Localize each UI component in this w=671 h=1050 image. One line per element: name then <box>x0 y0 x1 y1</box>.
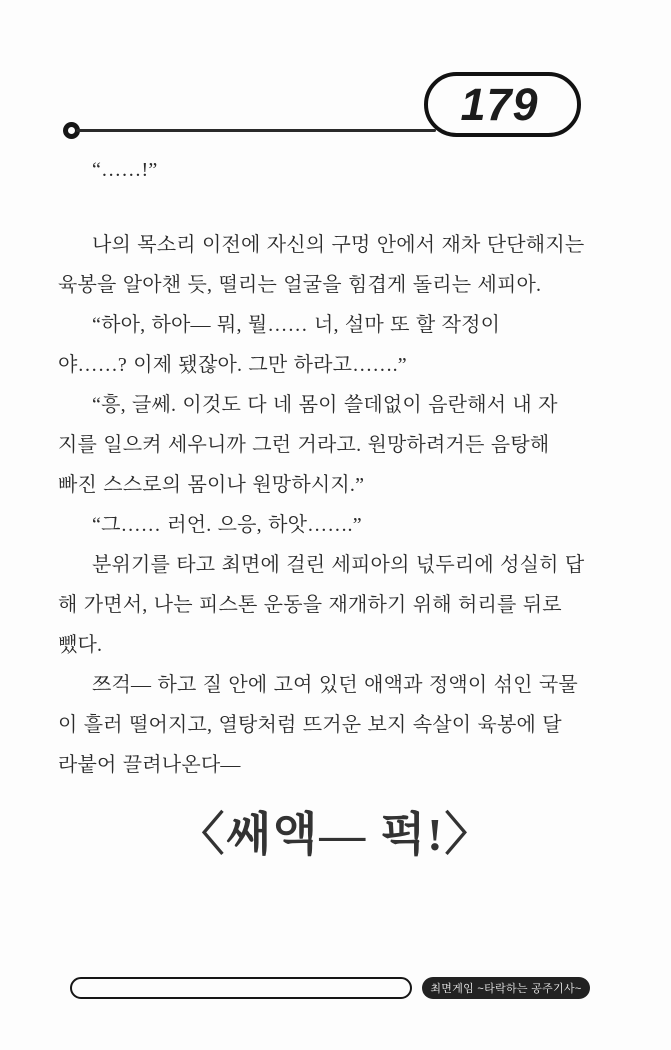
footer-series-badge <box>422 977 590 999</box>
text-line: “……!” <box>92 159 158 181</box>
footer-rule <box>70 977 412 999</box>
header-leader-line <box>76 129 436 132</box>
sfx-text: 〈쌔액— 퍽!〉 <box>178 809 493 860</box>
text-line: 나의 목소리 이전에 자신의 구멍 안에서 재차 단단해지는 <box>92 234 585 256</box>
text-line: “하아, 하아— 뭐, 뭘…… 너, 설마 또 할 작정이 <box>92 314 501 336</box>
text-line: 쯔걱— 하고 질 안에 고여 있던 애액과 정액이 섞인 국물 <box>92 674 578 696</box>
paragraph-gap <box>58 190 593 225</box>
page-number: 179 <box>460 78 539 130</box>
text-line: 뺐다. <box>58 634 103 656</box>
text-line: 이 흘러 떨어지고, 열탕처럼 뜨거운 보지 속살이 육봉에 달 <box>58 714 562 736</box>
text-line: 해 가면서, 나는 피스톤 운동을 재개하기 위해 허리를 뒤로 <box>58 594 562 616</box>
text-line: 육봉을 알아챈 듯, 떨리는 얼굴을 힘겹게 돌리는 세피아. <box>58 274 542 296</box>
text-line: “흥, 글쎄. 이것도 다 네 몸이 쓸데없이 음란해서 내 자 <box>92 394 558 416</box>
text-line: 빠진 스스로의 몸이나 원망하시지.” <box>58 474 365 496</box>
text-line: 야……? 이제 됐잖아. 그만 하라고…….” <box>58 354 407 376</box>
text-line: 지를 일으켜 세우니까 그런 거라고. 원망하려거든 음탕해 <box>58 434 550 456</box>
page-number-badge <box>424 72 581 137</box>
text-line: 분위기를 타고 최면에 걸린 세피아의 넋두리에 성실히 답 <box>92 554 585 576</box>
body-text <box>58 150 593 785</box>
text-line: “그…… 러언. 으응, 하앗…….” <box>92 514 362 536</box>
series-title: 최면게임 ~타락하는 공주기사~ <box>430 983 582 995</box>
text-line: 라붙어 끌려나온다— <box>58 754 241 776</box>
